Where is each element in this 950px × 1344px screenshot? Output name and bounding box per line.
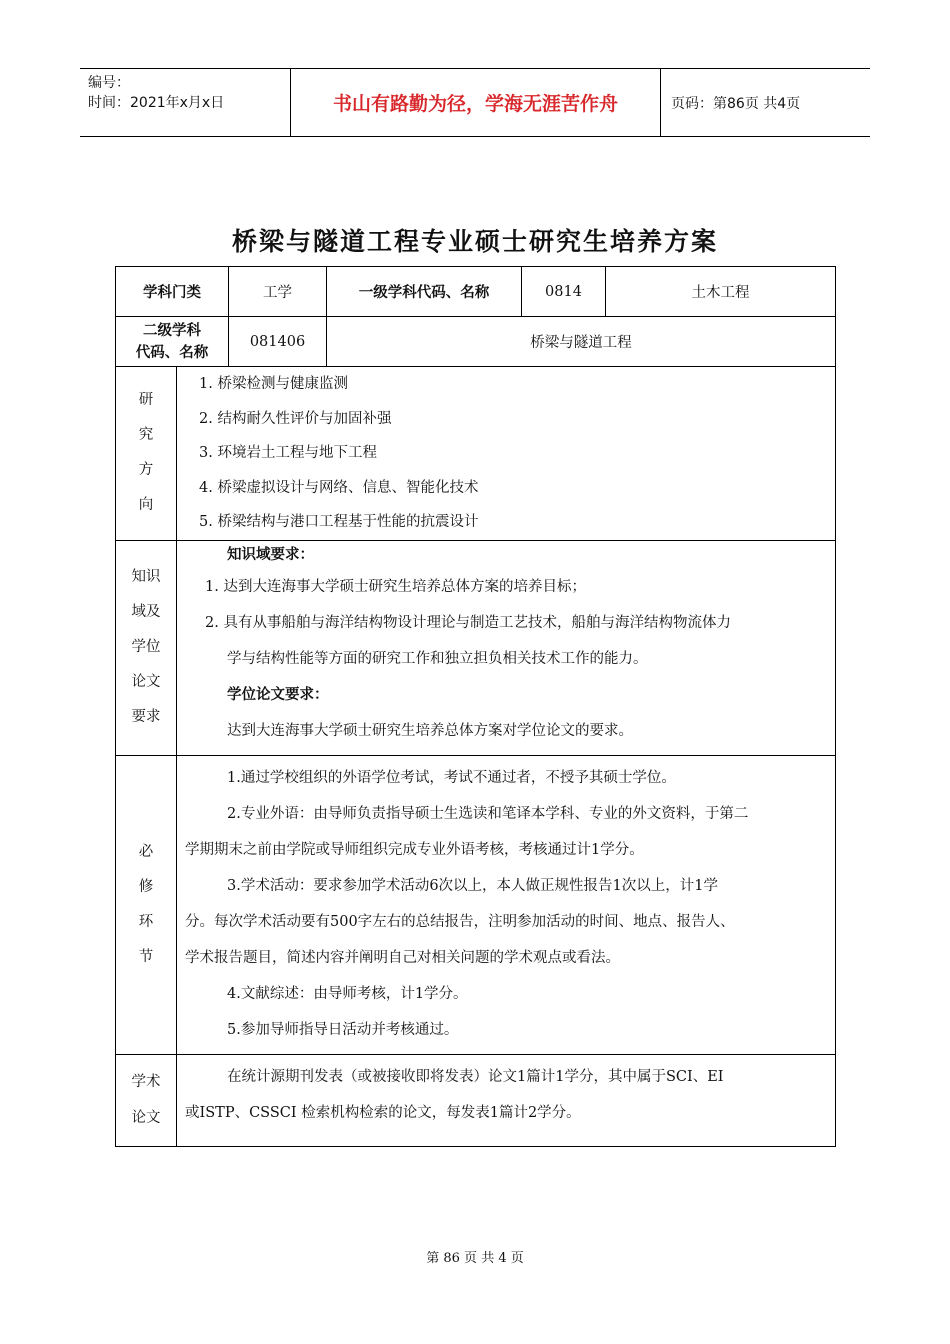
knowledge-item: 1. 达到大连海事大学硕士研究生培养总体方案的培养目标； [205,578,586,595]
second-level-code: 081406 [229,317,327,367]
required-item: 4.文献综述：由导师考核，计1学分。 [227,985,468,1002]
table-row [116,755,836,1054]
label-char: 研 [138,392,154,409]
knowledge-content [177,540,836,755]
required-item-continued: 分。每次学术活动要有500字左右的总结报告，注明参加活动的时间、地点、报告人、 [185,913,735,930]
papers-text: 在统计源期刊发表（或被接收即将发表）论文1篇计1学分，其中属于SCI、EI [227,1068,724,1085]
list-item: 1. 桥梁检测与健康监测 [199,376,348,392]
page-footer: 第 86 页 共 4 页 [426,1251,524,1266]
list-item: 3. 环境岩土工程与地下工程 [199,445,377,461]
required-item-continued: 学期期末之前由学院或导师组织完成专业外语考核，考核通过计1学分。 [185,841,644,858]
papers-label-line1: 学术 [131,1074,161,1090]
header-motto: 书山有路勤为径，学海无涯苦作舟 [290,69,661,136]
knowledge-heading: 知识域要求： [227,546,314,563]
required-item: 1.通过学校组织的外语学位考试，考试不通过者，不授予其硕士学位。 [227,769,676,786]
label-char: 修 [138,878,154,895]
knowledge-label [116,540,177,755]
research-direction-label [116,367,177,541]
research-direction-list [177,367,836,541]
doc-number-label: 编号： [88,75,130,91]
second-level-label [116,317,229,367]
required-item-continued: 学术报告题目，简述内容并阐明自己对相关问题的学术观点或看法。 [185,949,620,966]
first-level-name: 土木工程 [606,267,836,317]
label-char: 知识 [131,569,161,585]
label-char: 域及 [131,604,161,620]
page-header [80,68,870,137]
knowledge-item: 2. 具有从事船舶与海洋结构物设计理论与制造工艺技术，船舶与海洋结构物流体力 [205,614,731,631]
required-item: 3.学术活动：要求参加学术活动6次以上，本人做正规性报告1次以上，计1学 [227,877,719,894]
knowledge-item-continued: 学与结构性能等方面的研究工作和独立担负相关技术工作的能力。 [227,650,648,667]
label-char: 必 [138,843,154,860]
label-char: 论文 [131,674,161,690]
required-item: 2.专业外语：由导师负责指导硕士生选读和笔译本学科、专业的外文资料，于第二 [227,805,749,822]
label-char: 要求 [131,709,161,725]
first-level-code: 0814 [522,267,606,317]
table-row [116,1054,836,1146]
program-table [115,266,836,1147]
label-char: 学位 [131,639,161,655]
papers-text-continued: 或ISTP、CSSCI 检索机构检索的论文，每发表1篇计2学分。 [185,1104,581,1121]
list-item: 2. 结构耐久性评价与加固补强 [199,410,392,427]
required-label [116,755,177,1054]
papers-content [177,1054,836,1146]
table-row [116,367,836,541]
label-char: 向 [138,497,154,514]
second-level-name: 桥梁与隧道工程 [327,317,836,367]
second-level-label-line1: 二级学科 [143,322,201,339]
required-item: 5.参加导师指导日活动并考核通过。 [227,1021,459,1038]
required-content [177,755,836,1054]
label-char: 环 [138,913,154,930]
document-title: 桥梁与隧道工程专业硕士研究生培养方案 [231,227,718,256]
label-char: 节 [138,948,154,965]
header-page-number: 页码：第86页 共4页 [671,95,801,112]
table-row [116,267,836,317]
category-label: 学科门类 [116,267,229,317]
first-level-label: 一级学科代码、名称 [327,267,522,317]
doc-time-label: 时间：2021年x月x日 [88,95,225,111]
papers-label-line2: 论文 [131,1110,161,1126]
papers-label [116,1054,177,1146]
thesis-text: 达到大连海事大学硕士研究生培养总体方案对学位论文的要求。 [227,722,633,739]
list-item: 5. 桥梁结构与港口工程基于性能的抗震设计 [199,514,479,530]
second-level-label-line2: 代码、名称 [135,344,209,361]
label-char: 究 [138,427,154,444]
table-row [116,317,836,367]
list-item: 4. 桥梁虚拟设计与网络、信息、智能化技术 [199,479,479,496]
header-meta [80,69,290,136]
thesis-heading: 学位论文要求： [227,686,329,703]
category-value: 工学 [229,267,327,317]
label-char: 方 [138,462,154,479]
table-row [116,540,836,755]
